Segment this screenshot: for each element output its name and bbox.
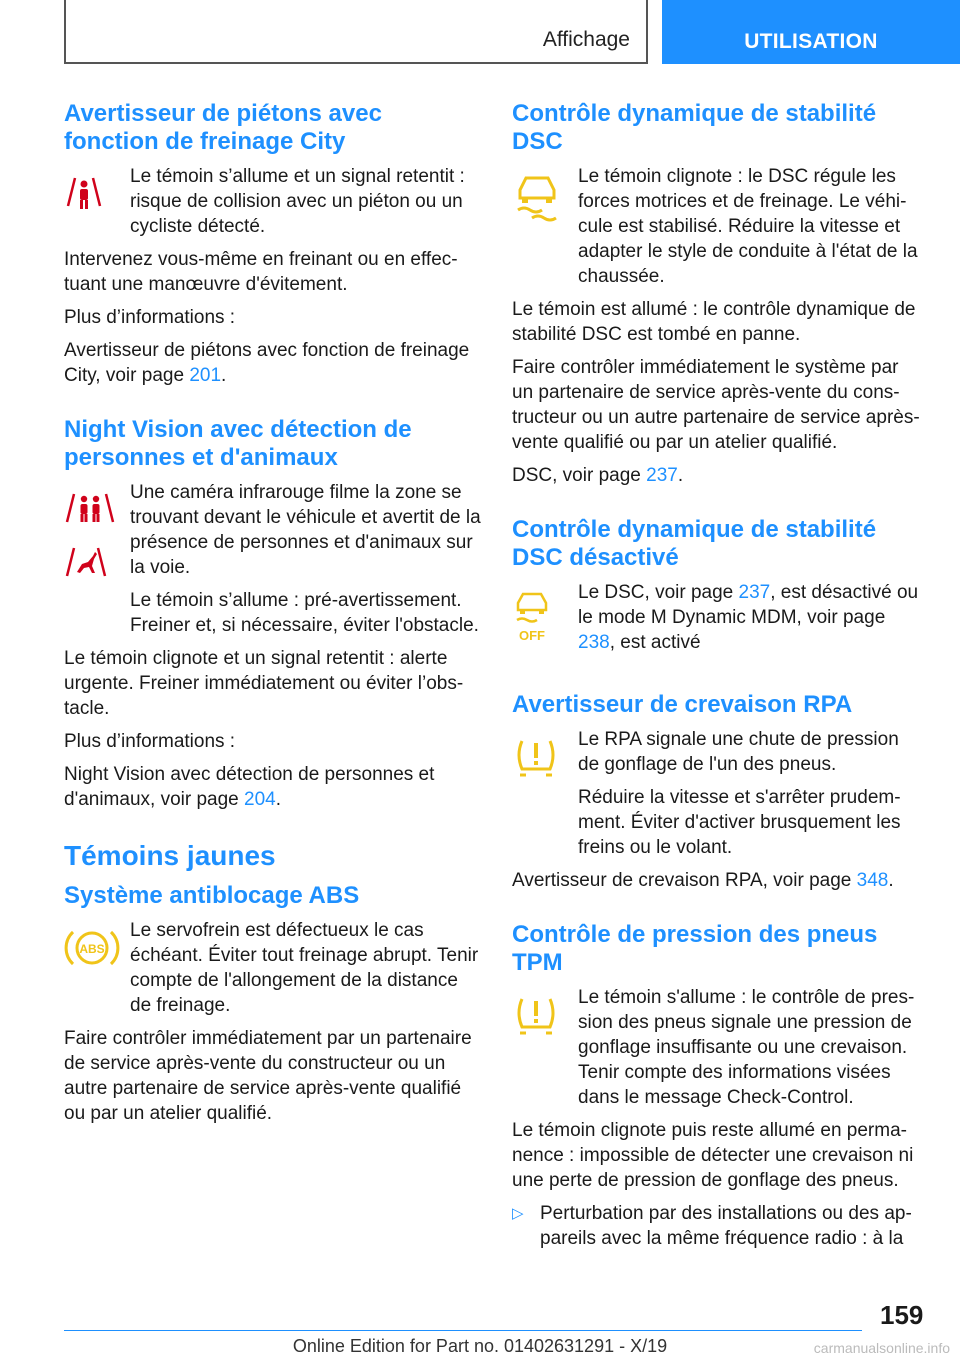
bullet-item xyxy=(512,1201,922,1259)
page-link-201[interactable]: 201 xyxy=(189,365,222,386)
persons-warning-icon xyxy=(64,488,116,528)
chapter-title-yellow-lights: Témoins jaunes xyxy=(64,840,276,871)
bullet-text: Perturbation par des installations ou des appareils avec la même fréquence radio : à la xyxy=(540,1203,912,1249)
paragraph: Faire contrôler immédiatement par un partenaire de service après-vente du constructeur ou un autre partenaire de service après-vente qualifié ou par un atelier qualifié. xyxy=(64,1028,472,1124)
page-link-238[interactable]: 238 xyxy=(578,632,610,653)
warning-item xyxy=(512,985,922,1118)
abs-warning-icon xyxy=(64,926,120,970)
text: Le DSC, voir page xyxy=(578,582,739,603)
section-night-vision xyxy=(64,416,482,812)
right-column xyxy=(512,100,922,1271)
warning-description: Le témoin s'allume : le contrôle de pression des pneus signale une pression de gonflage insuffisante ou une crevaison. Tenir compte des informations visées dans le message Check-Control. xyxy=(578,987,915,1108)
paragraph-with-link xyxy=(512,463,922,488)
section-title: Contrôle de pression des pneus TPM xyxy=(512,921,878,976)
paragraph: Faire contrôler immédiatement le système par un partenaire de service après-vente du constructeur ou un autre partenaire de service après-vente qualifié ou par un atelier qualifié. xyxy=(512,357,920,453)
paragraph: Intervenez vous-même en freinant ou en effectuant une manœuvre d'évitement. xyxy=(64,249,458,295)
text: . xyxy=(275,789,281,810)
warning-item xyxy=(64,918,482,1026)
header-chapter-tab: UTILISATION xyxy=(662,0,960,64)
paragraph: Plus d’informations : xyxy=(64,731,236,752)
header-section-box xyxy=(64,0,648,64)
svg-text:OFF: OFF xyxy=(519,628,545,643)
section-dsc-off xyxy=(512,516,922,663)
page-link-204[interactable]: 204 xyxy=(244,789,276,810)
paragraph-with-link xyxy=(64,762,482,812)
page-link-237[interactable]: 237 xyxy=(738,582,771,603)
warning-item xyxy=(64,164,482,247)
warning-item xyxy=(512,727,922,868)
text: , est activé xyxy=(609,632,701,653)
text: DSC, voir page xyxy=(512,465,647,486)
text: . xyxy=(221,365,227,386)
pedestrian-warning-icon xyxy=(64,172,104,214)
paragraph: Le témoin clignote et un signal retentit : alerte urgente. Freiner immédiatement ou éviter l’obstacle. xyxy=(64,648,464,719)
warning-description xyxy=(578,580,922,655)
left-column xyxy=(64,100,482,1154)
warning-item xyxy=(64,480,482,646)
warning-description: Le témoin clignote : le DSC régule les forces motrices et de freinage. Le véhicule est stabilisé. Réduire la vitesse et adapter le style de conduite à l'état de la chaussée. xyxy=(578,166,918,287)
section-title: Contrôle dynamique de stabilité DSC désactivé xyxy=(512,516,877,571)
tire-pressure-monitor-icon xyxy=(512,993,560,1037)
paragraph: Le témoin clignote puis reste allumé en permanence : impossible de détecter une crevaison ni une perte de pression de gonflage des pneus. xyxy=(512,1120,914,1191)
section-pedestrian-warning xyxy=(64,100,482,388)
text: . xyxy=(677,465,684,486)
section-title: Avertisseur de piétons avec fonction de freinage City xyxy=(64,100,382,155)
animal-warning-icon xyxy=(64,542,108,582)
text: , est désactivé ou le mode M Dynamic MDM, voir page xyxy=(578,582,919,628)
page-number: 159 xyxy=(880,1300,924,1330)
section-title: Système antiblocage ABS xyxy=(64,882,360,909)
section-title: Night Vision avec détection de personnes et d'animaux xyxy=(64,416,412,471)
section-title: Contrôle dynamique de stabilité DSC xyxy=(512,100,877,155)
paragraph-with-link xyxy=(64,338,482,388)
text: Night Vision avec détection de personnes et d'animaux, voir page xyxy=(64,764,435,810)
section-rpa xyxy=(512,691,922,893)
paragraph-with-link xyxy=(512,868,922,893)
section-abs xyxy=(64,882,482,1126)
section-dsc xyxy=(512,100,922,488)
footer-edition: Online Edition for Part no. 01402631291 - X/19 xyxy=(292,1336,668,1356)
footer-divider xyxy=(64,1330,862,1331)
warning-description: Réduire la vitesse et s'arrêter prudemment. Éviter d'activer brusquement les freins ou le volant. xyxy=(578,787,901,858)
watermark: carmanualsonline.info xyxy=(813,1340,950,1356)
warning-description: Le témoin s’allume : pré-avertissement. Freiner et, si nécessaire, éviter l'obstacle. xyxy=(130,590,479,636)
warning-description: Le témoin s’allume et un signal retentit : risque de collision avec un piéton ou un cycliste détecté. xyxy=(130,166,465,237)
header-section-title: Affichage xyxy=(542,28,630,51)
page-link-237[interactable]: 237 xyxy=(646,465,678,486)
text: Avertisseur de piétons avec fonction de freinage City, voir page xyxy=(64,340,470,386)
dsc-warning-icon xyxy=(512,172,562,226)
dsc-off-warning-icon xyxy=(512,588,552,644)
svg-text:ABS: ABS xyxy=(79,942,105,956)
warning-description: Le servofrein est défectueux le cas échéant. Éviter tout freinage abrupt. Tenir compte de l'allongement de la distance de freinage. xyxy=(130,920,479,1016)
text: . xyxy=(888,870,894,891)
tire-pressure-warning-icon xyxy=(512,735,560,779)
warning-item xyxy=(512,580,922,663)
section-title: Avertisseur de crevaison RPA xyxy=(512,691,853,718)
triangle-bullet-icon: ▷ xyxy=(512,1205,524,1222)
section-tpm xyxy=(512,921,922,1259)
page-link-348[interactable]: 348 xyxy=(856,870,889,891)
warning-description: Le RPA signale une chute de pression de gonflage de l'un des pneus. xyxy=(578,729,899,775)
paragraph: Plus d’informations : xyxy=(64,307,236,328)
text: Avertisseur de crevaison RPA, voir page xyxy=(512,870,857,891)
warning-description: Une caméra infrarouge filme la zone se trouvant devant le véhicule et avertit de la présence de personnes et d'animaux sur la voie. xyxy=(130,482,481,578)
paragraph: Le témoin est allumé : le contrôle dynamique de stabilité DSC est tombé en panne. xyxy=(512,299,916,345)
warning-item xyxy=(512,164,922,297)
